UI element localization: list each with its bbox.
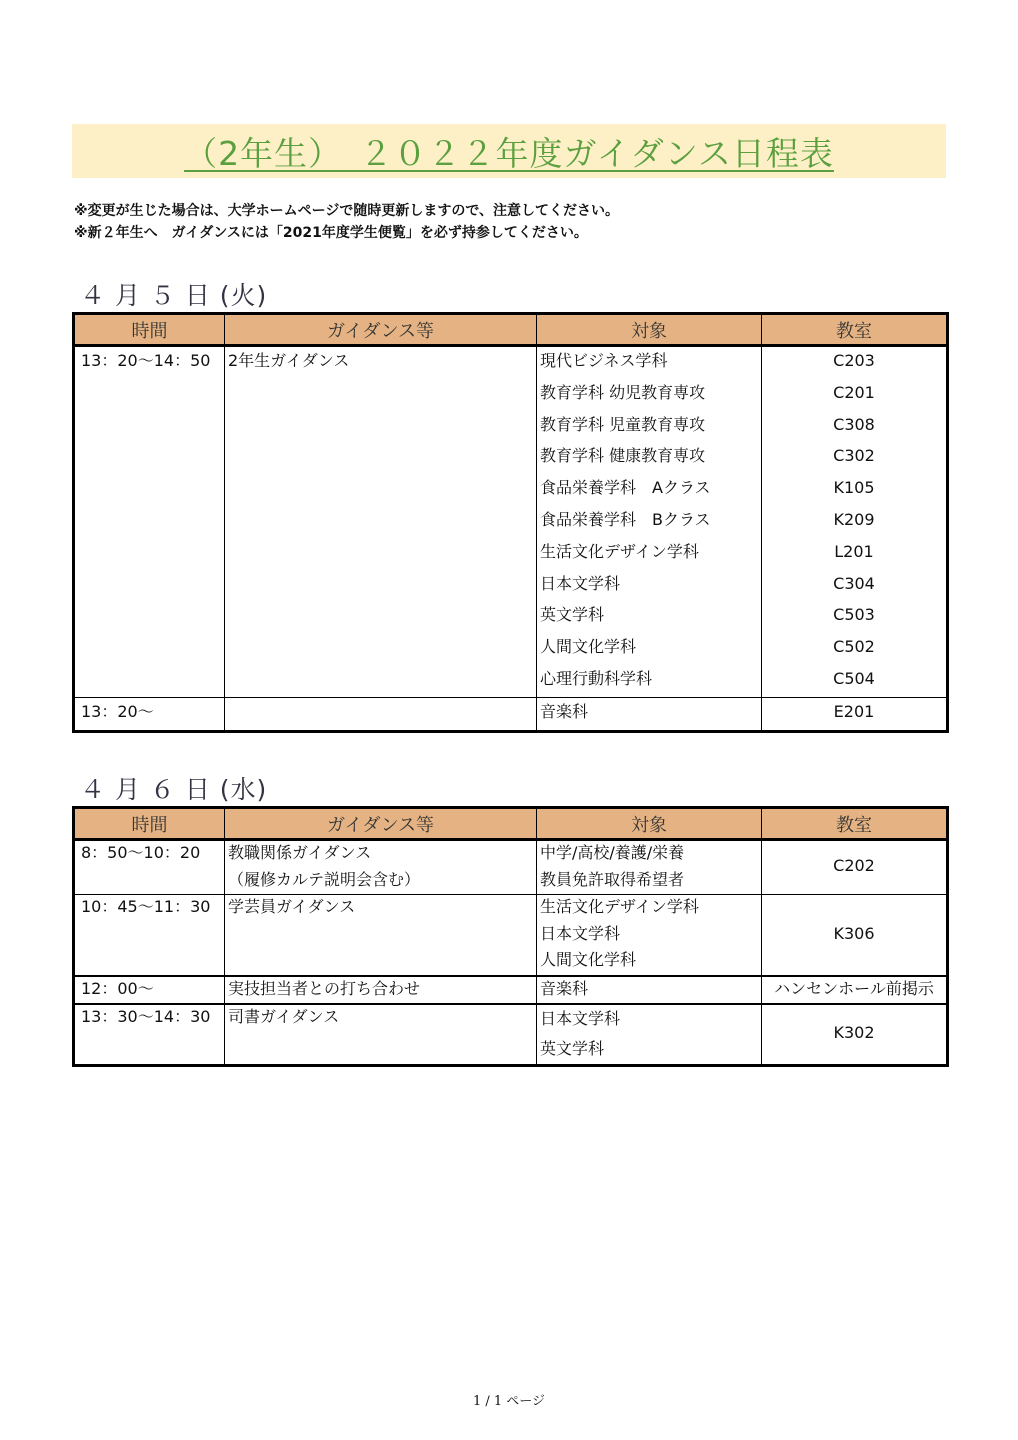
room-text: C504 (833, 668, 875, 688)
time-cell (74, 346, 225, 698)
time-cell (74, 976, 225, 1005)
col-header-target: 対象 (537, 314, 762, 346)
time-text: 8：50～10：20 (81, 843, 201, 862)
target-text: 現代ビジネス学科 (540, 351, 668, 370)
target-cell (537, 1004, 762, 1065)
col-header-room: 教室 (762, 808, 948, 840)
target-text: 日本文学科 (540, 573, 621, 593)
col-header-time: 時間 (74, 314, 225, 346)
room-cell (762, 976, 948, 1005)
room-text: C302 (833, 446, 875, 466)
table-header-row (74, 808, 948, 840)
day-heading-apr5: ４ 月 ５ 日 (火) (80, 281, 268, 310)
table-row (74, 1004, 948, 1065)
target-text: 教員免許取得希望者 (540, 869, 685, 889)
target-cell (537, 697, 762, 731)
guidance-text: （履修カルテ説明会含む） (228, 869, 421, 889)
table-row (74, 976, 948, 1005)
target-cell (537, 840, 762, 895)
room-cell (762, 346, 948, 698)
note-line: ※新２年生へ ガイダンスには「2021年度学生便覧」を必ず持参してください。 (74, 225, 588, 241)
time-cell (74, 895, 225, 976)
guidance-cell (225, 976, 537, 1005)
time-text: 12：00～ (81, 978, 154, 998)
table-header-row (74, 314, 948, 346)
table-row (74, 346, 948, 698)
target-text: 食品栄養学科 Bクラス (540, 509, 711, 529)
target-text: 英文学科 (540, 605, 605, 625)
room-text: ハンセンホール前掲示 (774, 978, 934, 998)
time-text: 13：20～ (81, 701, 154, 721)
schedule-table-apr6 (72, 806, 949, 1067)
target-text: 生活文化デザイン学科 (540, 897, 699, 916)
target-text: 教育学科 健康教育専攻 (540, 446, 706, 466)
guidance-cell (225, 697, 537, 731)
room-cell (762, 1004, 948, 1065)
guidance-cell (225, 840, 537, 895)
target-text: 中学/高校/養護/栄養 (540, 843, 685, 862)
time-text: 13：20～14：50 (81, 351, 211, 370)
notes (74, 200, 619, 244)
room-cell (762, 697, 948, 731)
room-text: C201 (833, 382, 875, 402)
room-text: E201 (833, 701, 875, 721)
col-header-guidance: ガイダンス等 (225, 314, 537, 346)
target-cell (537, 895, 762, 976)
table-row (74, 697, 948, 731)
time-text: 10：45～11：30 (81, 897, 211, 916)
room-text: K105 (833, 478, 875, 498)
room-text: K302 (833, 1023, 875, 1042)
schedule-table-apr5 (72, 312, 949, 733)
col-header-time: 時間 (74, 808, 225, 840)
page-footer: 1 / 1 ページ (472, 1394, 546, 1409)
target-text: 日本文学科 (540, 1009, 621, 1028)
guidance-cell (225, 1004, 537, 1065)
room-text: K209 (833, 509, 875, 529)
target-text: 心理行動科学科 (540, 668, 653, 688)
guidance-text: 学芸員ガイダンス (228, 897, 356, 916)
target-text: 教育学科 幼児教育専攻 (540, 382, 706, 402)
room-text: C503 (833, 605, 875, 625)
table-row (74, 840, 948, 895)
guidance-cell (225, 346, 537, 698)
target-text: 日本文学科 (540, 923, 621, 943)
day-heading-apr6: ４ 月 ６ 日 (水) (80, 775, 268, 804)
target-cell (537, 976, 762, 1005)
target-text: 音楽科 (540, 701, 589, 721)
guidance-text: 2年生ガイダンス (228, 351, 350, 370)
room-cell (762, 895, 948, 976)
target-text: 音楽科 (540, 978, 589, 998)
col-header-room: 教室 (762, 314, 948, 346)
room-text: C202 (833, 856, 875, 876)
room-text: C308 (833, 414, 875, 434)
target-cell (537, 346, 762, 698)
time-cell (74, 1004, 225, 1065)
target-text: 生活文化デザイン学科 (540, 541, 699, 561)
time-cell (74, 697, 225, 731)
time-text: 13：30～14：30 (81, 1007, 211, 1026)
table-row (74, 895, 948, 976)
target-text: 食品栄養学科 Aクラス (540, 478, 711, 498)
col-header-target: 対象 (537, 808, 762, 840)
time-cell (74, 840, 225, 895)
guidance-text (228, 698, 536, 730)
target-text: 教育学科 児童教育専攻 (540, 414, 706, 434)
guidance-text: 実技担当者との打ち合わせ (228, 978, 421, 998)
room-text: L201 (834, 541, 874, 561)
target-text: 人間文化学科 (540, 950, 637, 969)
target-text: 人間文化学科 (540, 637, 637, 657)
guidance-text: 教職関係ガイダンス (228, 843, 372, 862)
room-text: K306 (833, 923, 875, 943)
guidance-cell (225, 895, 537, 976)
page-title: （2年生） ２０２２年度ガイダンス日程表 (184, 133, 834, 173)
col-header-guidance: ガイダンス等 (225, 808, 537, 840)
room-text: C304 (833, 573, 875, 593)
title-band (72, 124, 946, 178)
note-line: ※変更が生じた場合は、大学ホームページで随時更新しますので、注意してください。 (74, 203, 620, 219)
room-text: C502 (833, 637, 875, 657)
room-cell (762, 840, 948, 895)
guidance-text: 司書ガイダンス (228, 1007, 340, 1026)
room-text: C203 (833, 351, 875, 370)
target-text: 英文学科 (540, 1038, 605, 1058)
